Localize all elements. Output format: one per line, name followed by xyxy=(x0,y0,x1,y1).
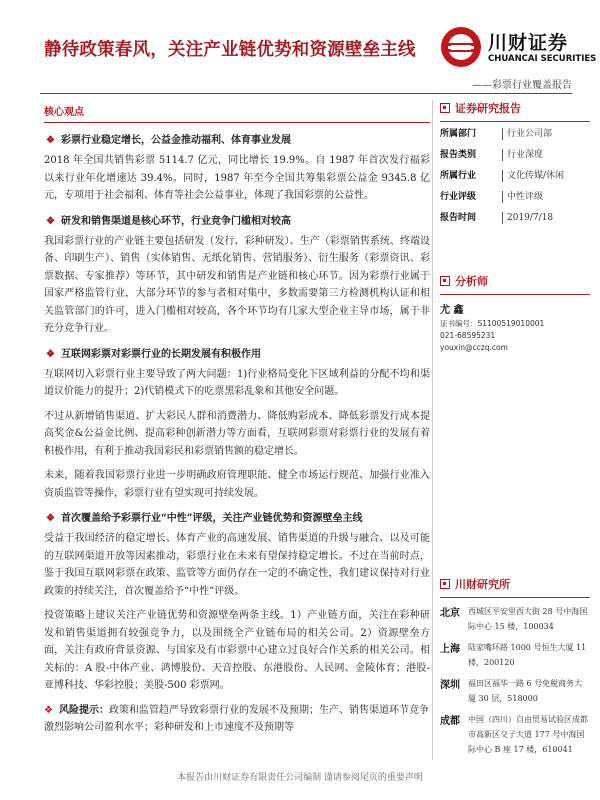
risk-text: 政策和监管趋严导致彩票行业的发展不及预期；生产、销售渠道环节竞争激烈影响公司盈利水平；彩种研发和上市速度不及预期等 xyxy=(44,704,429,733)
column-divider xyxy=(432,100,433,760)
section-heading: ❖ 彩票行业稳定增长，公益金推动福利、体育事业发展 xyxy=(46,135,291,146)
risk-label: 风险提示： xyxy=(58,704,109,716)
paragraph: 互联网切入彩票行业主要导致了两大问题：1)行业格局变化下区域利益的分配不均和渠道议价能力的提升；2)代销模式下的吃票黑彩乱象和其他安全问题。 xyxy=(44,368,430,397)
chuancai-logo-icon xyxy=(440,26,482,68)
square-bullet-icon xyxy=(440,103,450,113)
diamond-bullet-icon: ❖ xyxy=(46,348,55,360)
logo-text-cn: 川财证券 xyxy=(488,32,569,54)
core-views-label: 核心观点 xyxy=(44,107,84,118)
info-row: 报告时间 2019/7/18 xyxy=(440,213,554,223)
report-subtitle: ——彩票行业覆盖报告 xyxy=(472,80,572,91)
diamond-bullet-icon: ❖ xyxy=(46,135,55,146)
paragraph: 不过从新增销售渠道、扩大彩民人群和消费潜力、降低购彩成本、降低彩票发行成本提高奖金&公益金比例、提高彩种创新潜力等方面看，互联网彩票对彩票行业的发展有着积极作用，有利于推动我国彩民和彩票销售额的稳定增长。 xyxy=(44,410,430,457)
header-divider xyxy=(40,93,572,94)
diamond-bullet-icon: ❖ xyxy=(46,215,55,227)
info-row: 报告类别 行业深度 xyxy=(440,150,544,160)
sidebar-divider xyxy=(440,294,590,295)
main-content xyxy=(44,100,430,737)
diamond-bullet-icon: ❖ xyxy=(46,513,55,524)
office-address: 成都 中国（四川）自由贸易试验区成都市高新区交子大道 177 号中海国际中心 B 座 17 楼，610041 xyxy=(440,715,588,754)
risk-warning xyxy=(44,702,430,737)
info-row: 所属部门 行业公司部 xyxy=(440,129,553,139)
analyst-heading: 分析师 xyxy=(440,273,590,289)
sidebar-divider xyxy=(440,597,590,598)
paragraph: 我国彩票行业的产业链主要包括研发（发行、彩种研发）、生产（彩票销售系统、终端设备、印刷生产）、销售（实体销售、无纸化销售、营销服务）、衍生服务（彩票资讯、彩票数据、专家推荐）等环节，其中研发和销售是产业链和核心环节。因为彩票行业属于国家严格监管行业，大部分环节的参与者相对集中，多数需要第三方检测机构认证和相关监管部门的许可，进入门槛相对较高，各个环节均有几家大型企业主导市场，属于非充分竞争行业。 xyxy=(44,235,430,334)
analyst-name: 尤 鑫 xyxy=(440,305,464,316)
sidebar xyxy=(440,100,590,763)
analyst-email[interactable]: youxin@cczq.com xyxy=(440,343,508,352)
diamond-bullet-icon: ❖ xyxy=(44,704,53,716)
sidebar-divider xyxy=(440,121,590,122)
info-row: 所属行业 文化传媒/休闲 xyxy=(440,171,565,181)
company-logo xyxy=(440,26,597,78)
paragraph: 投资策略上建议关注产业链优势和资源壁垒两条主线。1）产业链方面，关注在彩种研发和销售渠道拥有较强竞争力，以及围绕全产业链布局的相关公司。2）资源壁垒方面，关注有政府背景资源、与国家及有市彩票中心建立过良好合作关系的相关公司。相关标的：A 股-中体产业、鸿博股份、天音控股、东港股份、人民网、金陵体育；港股-亚博科技、华彩控股；美股-500 彩票网。 xyxy=(44,610,430,691)
page-footer: 本报告由川财证券有限责任公司编制 谨请参阅尾页的重要声明 xyxy=(177,773,423,783)
square-bullet-icon xyxy=(440,579,450,589)
office-address: 深圳 福田区福华一路 6 号免税商务大厦 30 层，518000 xyxy=(440,679,583,703)
info-row: 行业评级 中性评级 xyxy=(440,192,544,202)
office-address: 北京 西城区平安里西大街 28 号中海国际中心 15 楼，100034 xyxy=(440,607,588,631)
paragraph: 受益于我国经济的稳定增长、体育产业的高速发展、销售渠道的升级与融合、以及可能的互联网渠道开放等因素推动，彩票行业在未来有望保持稳定增长。不过在当前时点，鉴于我国互联网彩票在政策、监管等方面仍存在一定的不确定性，我们建议保持对行业政策的持续关注，首次覆盖给予“中性”评级。 xyxy=(44,533,430,597)
report-title: 静待政策春风，关注产业链优势和资源壁垒主线 xyxy=(44,40,416,60)
office-address: 上海 陆家嘴环路 1000 号恒生大厦 11 楼，200120 xyxy=(440,643,587,667)
section-heading: ❖ 首次覆盖给予彩票行业“中性”评级，关注产业链优势和资源壁垒主线 xyxy=(46,513,363,524)
report-info-heading: 证券研究报告 xyxy=(440,100,590,116)
section-divider xyxy=(44,122,430,123)
logo-text-en: CHUANCAI SECURITIES xyxy=(488,54,597,64)
analyst-cert: 证书编号：S1100519010001 xyxy=(440,319,545,328)
paragraph: 未来，随着我国彩票行业进一步明确政府管理职能、健全市场运行规范、加强行业准入资质监管等操作，彩票行业有望实现可持续发展。 xyxy=(44,470,430,499)
paragraph: 2018 年全国共销售彩票 5114.7 亿元，同比增长 19.9%。自 1987 年首次发行福彩以来行业年化增速达 39.4%。同时，1987 年至今全国共筹集彩票公益金 9345.8 亿元，专项用于社会福利、体育等社会公益事业，体现了我国彩票的公益性。 xyxy=(44,155,430,201)
institute-heading: 川财研究所 xyxy=(440,576,590,592)
section-heading: ❖ 互联网彩票对彩票行业的长期发展有积极作用 xyxy=(46,348,261,360)
analyst-phone: 021-68595231 xyxy=(440,331,496,340)
square-bullet-icon xyxy=(440,276,450,286)
section-heading: ❖ 研发和销售渠道是核心环节，行业竞争门槛相对较高 xyxy=(46,215,291,227)
